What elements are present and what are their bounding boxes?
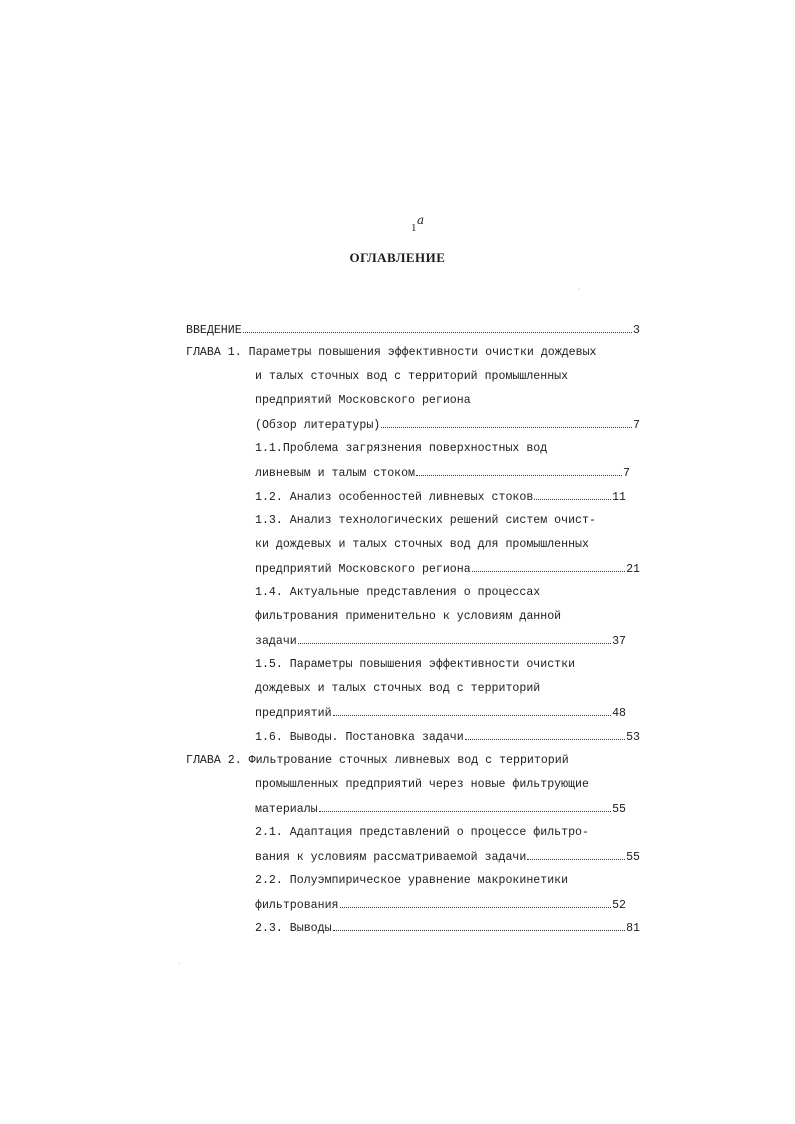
toc-line bbox=[186, 752, 603, 770]
toc-text: 2.2. Полуэмпирическое уравнение макрокинетики bbox=[255, 874, 569, 887]
toc-line bbox=[255, 896, 626, 914]
toc-text: промышленных предприятий через новые фильтрующие bbox=[255, 778, 589, 791]
toc-text: предприятий Московского региона bbox=[255, 394, 471, 407]
toc-line bbox=[255, 488, 626, 506]
toc-line bbox=[255, 800, 626, 818]
toc-leader-dots bbox=[333, 919, 626, 931]
toc-leader-dots bbox=[319, 800, 611, 812]
toc-text: ливневым и талым стоком bbox=[255, 467, 416, 480]
toc-text: ки дождевых и талых сточных вод для промышленных bbox=[255, 538, 589, 551]
toc-line bbox=[255, 776, 616, 794]
document-title: ОГЛАВЛЕНИЕ bbox=[349, 250, 446, 265]
toc-page-number: 55 bbox=[612, 803, 626, 816]
toc-page-number: 7 bbox=[633, 419, 640, 432]
toc-leader-dots bbox=[340, 896, 612, 908]
toc-text: 1.1.Проблема загрязнения поверхностных вод bbox=[255, 442, 548, 455]
toc-text: 1.3. Анализ технологических решений систем очист- bbox=[255, 514, 596, 527]
toc-line bbox=[255, 656, 603, 674]
toc-leader-dots bbox=[333, 704, 612, 716]
toc-page-number: 52 bbox=[612, 899, 626, 912]
scan-speck bbox=[640, 745, 641, 746]
toc-text: 1.6. Выводы. Постановка задачи bbox=[255, 731, 464, 744]
toc-text: 1.2. Анализ особенностей ливневых стоков bbox=[255, 491, 534, 504]
toc-text: (Обзор литературы) bbox=[255, 419, 381, 432]
toc-text: вания к условиям рассматриваемой задачи bbox=[255, 851, 527, 864]
toc-line bbox=[255, 728, 640, 746]
toc-page-number: 3 bbox=[633, 324, 640, 337]
toc-leader-dots bbox=[381, 416, 632, 428]
toc-text: материалы bbox=[255, 803, 318, 816]
toc-line bbox=[255, 368, 600, 386]
toc-line bbox=[255, 560, 640, 578]
toc-line bbox=[255, 919, 640, 937]
toc-text: предприятий Московского региона bbox=[255, 563, 471, 576]
toc-text: фильтрования bbox=[255, 899, 339, 912]
toc-leader-dots bbox=[243, 321, 632, 333]
toc-line bbox=[255, 440, 575, 458]
toc-text: фильтрования применительно к условиям данной bbox=[255, 610, 562, 623]
toc-line bbox=[255, 512, 626, 530]
toc-line bbox=[255, 392, 520, 410]
toc-text: дождевых и талых сточных вод с территорий bbox=[255, 682, 541, 695]
toc-page-number: 48 bbox=[612, 707, 626, 720]
toc-text: ГЛАВА 2. Фильтрование сточных ливневых вод с территорий bbox=[186, 754, 569, 767]
toc-text: 1.4. Актуальные представления о процессах bbox=[255, 586, 541, 599]
page-number-value: 1 bbox=[411, 222, 417, 234]
toc-text: предприятий bbox=[255, 707, 332, 720]
toc-line bbox=[255, 608, 588, 626]
toc-page-number: 37 bbox=[612, 635, 626, 648]
toc-line bbox=[255, 584, 566, 602]
toc-line bbox=[255, 848, 640, 866]
scan-speck bbox=[578, 288, 580, 290]
toc-leader-dots bbox=[527, 848, 625, 860]
toc-text: ГЛАВА 1. Параметры повышения эффективности очистки дождевых bbox=[186, 346, 597, 359]
toc-page-number: 81 bbox=[626, 922, 640, 935]
scan-speck bbox=[178, 962, 180, 964]
toc-leader-dots bbox=[416, 464, 622, 476]
toc-page-number: 11 bbox=[612, 491, 626, 504]
toc-line bbox=[255, 536, 626, 554]
handwritten-mark: a bbox=[417, 213, 425, 227]
toc-line bbox=[255, 464, 630, 482]
toc-line bbox=[186, 344, 634, 362]
toc-text: 1.5. Параметры повышения эффективности очистки bbox=[255, 658, 576, 671]
toc-line bbox=[255, 824, 617, 842]
toc-text: ВВЕДЕНИЕ bbox=[186, 324, 242, 337]
toc-leader-dots bbox=[534, 488, 611, 500]
toc-leader-dots bbox=[472, 560, 625, 572]
toc-line bbox=[255, 416, 640, 434]
toc-text: 2.1. Адаптация представлений о процессе фильтро- bbox=[255, 826, 589, 839]
toc-line bbox=[186, 321, 640, 339]
toc-page-number: 7 bbox=[623, 467, 630, 480]
toc-leader-dots bbox=[298, 632, 611, 644]
toc-line bbox=[255, 632, 626, 650]
toc-page-number: 21 bbox=[626, 563, 640, 576]
toc-line bbox=[255, 704, 626, 722]
toc-text: и талых сточных вод с территорий промышленных bbox=[255, 370, 569, 383]
toc-line bbox=[255, 680, 566, 698]
toc-page-number: 55 bbox=[626, 851, 640, 864]
toc-text: 2.3. Выводы bbox=[255, 922, 332, 935]
toc-text: задачи bbox=[255, 635, 297, 648]
toc-page-number: 53 bbox=[626, 731, 640, 744]
toc-line bbox=[255, 872, 595, 890]
toc-leader-dots bbox=[465, 728, 625, 740]
